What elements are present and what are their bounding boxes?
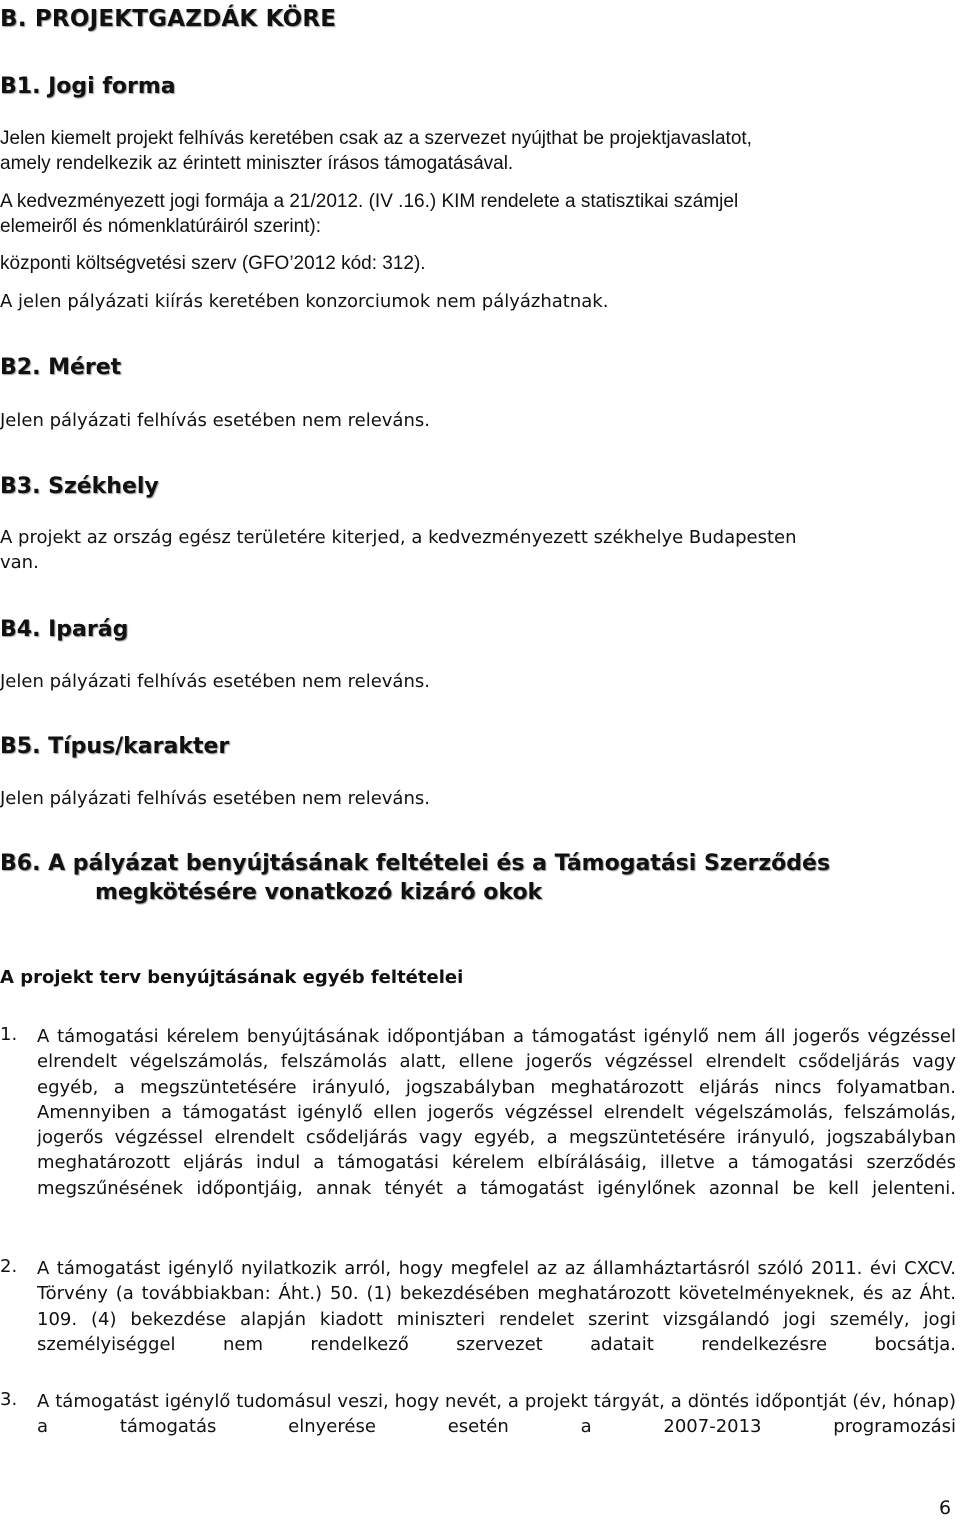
b4-paragraph: Jelen pályázati felhívás esetében nem releváns. <box>0 671 430 692</box>
list-item-number: 3. <box>0 1389 18 1410</box>
section-title: B. PROJEKTGAZDÁK KÖRE <box>0 6 337 32</box>
b3-paragraph-line: van. <box>0 552 39 573</box>
b6-heading-line: B6. A pályázat benyújtásának feltételei és a Támogatási Szerződés <box>0 851 831 876</box>
list-item-text: A támogatást igénylő tudomásul veszi, hogy nevét, a projekt tárgyát, a döntés időpontját (év, hónap) a támogatás elnyerése esetén a 2007-2013 programozási <box>37 1391 956 1438</box>
b5-heading: B5. Típus/karakter <box>0 734 230 759</box>
list-item-number: 2. <box>0 1256 18 1277</box>
b1-paragraph-line: elemeiről és nómenklatúráiról szerint): <box>0 216 322 237</box>
b4-heading: B4. Iparág <box>0 617 129 642</box>
b1-paragraph-line: A jelen pályázati kiírás keretében konzorciumok nem pályázhatnak. <box>0 291 609 312</box>
b1-heading: B1. Jogi forma <box>0 74 176 99</box>
b6-heading-line: megkötésére vonatkozó kizáró okok <box>95 880 543 905</box>
b2-heading: B2. Méret <box>0 355 122 380</box>
b2-paragraph: Jelen pályázati felhívás esetében nem releváns. <box>0 410 430 431</box>
b1-paragraph-line: amely rendelkezik az érintett miniszter írásos támogatásával. <box>0 153 514 174</box>
page-number: 6 <box>939 1497 952 1519</box>
b1-paragraph-line: Jelen kiemelt projekt felhívás keretében csak az a szervezet nyújthat be projektjavaslatot, <box>0 128 752 149</box>
list-item-text: A támogatást igénylő nyilatkozik arról, hogy megfelel az az államháztartásról szóló 2011. évi CXCV. Törvény (a továbbiakban: Áht.) 50. (1) bekezdésében meghatározott követelményeknek, és az Áht. 109. (4) bekezdése alapján kiadott miniszteri rendelet szerint vizsgálandó jogi személy, jogi személyiséggel nem rendelkező szervezet adatait rendelkezésre bocsátja. <box>37 1258 956 1355</box>
b1-paragraph-line: A kedvezményezett jogi formája a 21/2012. (IV .16.) KIM rendelete a statisztikai számjel <box>0 191 739 212</box>
b6-subheading: A projekt terv benyújtásának egyéb feltételei <box>0 967 464 988</box>
b3-heading: B3. Székhely <box>0 474 159 499</box>
list-item-number: 1. <box>0 1024 18 1045</box>
list-item-text: A támogatási kérelem benyújtásának időpontjában a támogatást igénylő nem áll jogerős végzéssel elrendelt végelszámolás, felszámolás alatt, ellene jogerős végzéssel elrendelt csődeljárás vagy egyéb, a megszüntetésére irányuló, jogszabályban meghatározott eljárás nincs folyamatban. Amennyiben a támogatást igénylő ellen jogerős végzéssel elrendelt végelszámolás, felszámolás, jogerős végzéssel elrendelt csődeljárás vagy egyéb, a megszüntetésére irányuló, jogszabályban meghatározott eljárás indul a támogatási kérelem elbírálásáig, illetve a támogatási szerződés megszűnésének időpontjáig, annak tényét a támogatást igénylőnek azonnal be kell jelenteni. <box>37 1026 956 1199</box>
b5-paragraph: Jelen pályázati felhívás esetében nem releváns. <box>0 788 430 809</box>
b3-paragraph-line: A projekt az ország egész területére kiterjed, a kedvezményezett székhelye Budapesten <box>0 527 797 548</box>
b1-paragraph-line: központi költségvetési szerv (GFO’2012 kód: 312). <box>0 253 426 274</box>
